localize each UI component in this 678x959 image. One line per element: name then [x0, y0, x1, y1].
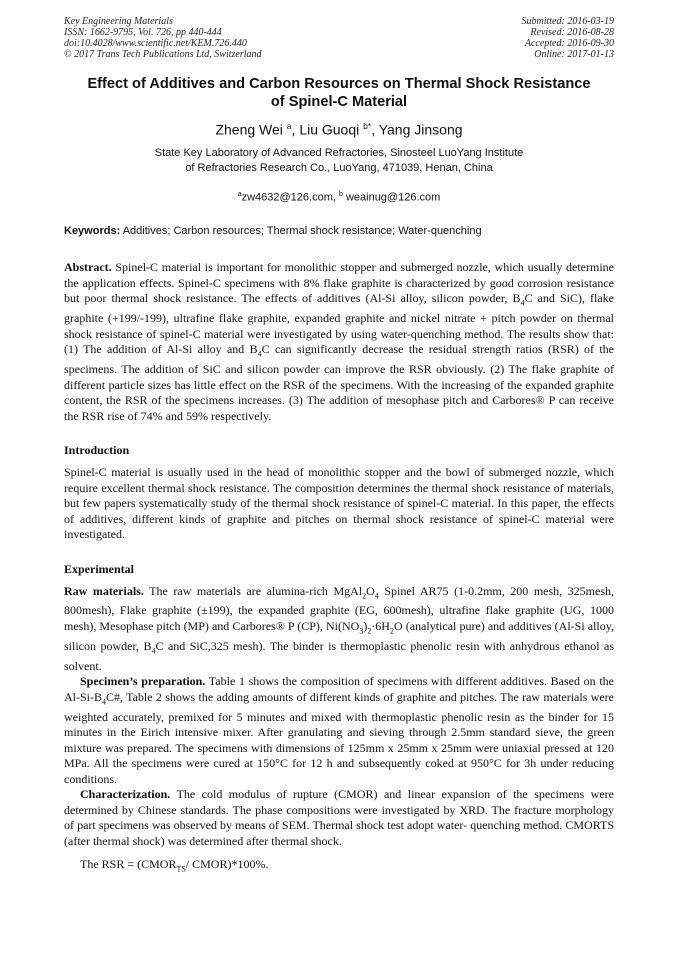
- raw-text-3: Spinel AR75 (1-0.2mm, 200 mesh, 325mesh, 800mesh), Flake graphite (±199), the expanded graphite (EG, 600mesh), ultrafine flake graphite (UG, 1000 mesh), Mesophase pitch (MP) and Carbores® P (CP), Ni(NO: [64, 583, 615, 633]
- journal-copyright: © 2017 Trans Tech Publications Ltd, Switzerland: [64, 49, 262, 60]
- author-2: Liu Guoqi: [299, 121, 360, 138]
- journal-name: Key Engineering Materials: [64, 16, 173, 27]
- abstract: [64, 260, 614, 424]
- raw-materials-paragraph: [64, 584, 614, 675]
- rsr-formula: [64, 857, 614, 876]
- abstract-sub-1: 4: [520, 298, 525, 308]
- introduction-text: Spinel-C material is usually used in the head of monolithic stopper and the bowl of submerged nozzle, which require excellent thermal shock resistance. The composition determines the thermal shock resistance of materials, but few papers systematically study of the thermal shock resistance of spinel-C material. In this paper, the effects of additives, different kinds of graphite and pitches on thermal shock resistance of spinel-C material were investigated.: [64, 465, 614, 542]
- date-accepted: Accepted: 2016-09-30: [524, 38, 614, 49]
- formula-sub: TS: [176, 864, 186, 874]
- raw-materials-label: Raw materials.: [64, 583, 144, 598]
- email-a-mark: a: [237, 190, 242, 198]
- author-emails: [64, 188, 614, 205]
- author-1: Zheng Wei: [215, 121, 283, 138]
- raw-sub-4: 2: [367, 626, 372, 636]
- raw-sub-2: 4: [374, 590, 379, 600]
- abstract-text-3: C can significantly decrease the residual strength ratios (RSR) of the specimens. The addition of SiC and silicon powder can improve the RSR obviously. (2) The flake graphite of different particle sizes has little effect on the RSR of the specimens. With the increasing of the expanded graphite content, the RSR of the specimens increases. (3) The addition of mesophase pitch and Carbores® P can receive the RSR rise of 74% and 59% respectively.: [64, 342, 614, 423]
- title-line-1: Effect of Additives and Carbon Resources on Thermal Shock Resistance: [87, 76, 591, 92]
- experimental-heading: Experimental: [64, 561, 134, 576]
- author-2-mark: b*: [363, 121, 372, 131]
- author-3: Yang Jinsong: [378, 121, 463, 138]
- abstract-label: Abstract.: [64, 260, 112, 275]
- spec-text-1: Table 1 shows the composition of specimens with different additives. Based on the Al-Si-B: [64, 674, 614, 704]
- title-line-2: of Spinel-C Material: [270, 94, 408, 110]
- journal-info: [64, 16, 262, 60]
- formula-text-1: The RSR = (CMOR: [80, 857, 177, 872]
- email-b-mark: b: [338, 190, 343, 198]
- keywords-text: Additives; Carbon resources; Thermal shock resistance; Water-quenching: [122, 225, 482, 238]
- raw-text-5: ·6H: [371, 618, 390, 633]
- raw-text-6: O (analytical pure) and additives (Al-Si alloy, silicon powder, B: [64, 618, 614, 653]
- paper-title: [64, 75, 614, 111]
- spec-text-2: C#, Table 2 shows the adding amounts of different kinds of graphite and pitches. The raw materials were weighted accurately, premixed for 5 minutes and mixed with thermoplastic phenolic resin as the binder for 15 minutes in the Eirich intensive mixer. After granulating and sieving through 2.5mm standard sieve, the green mixture was prepared. The specimens with dimensions of 125mm x 25mm x 25mm were uniaxial pressed at 120 MPa. All the specimens were cured at 150°C for 12 h and subsequently coked at 950°C for 3h under reducing conditions.: [64, 689, 614, 786]
- formula-text-2: / CMOR)*100%.: [185, 857, 269, 872]
- email-a: zw4632@126.com,: [241, 191, 336, 204]
- journal-issn: ISSN: 1662-9795, Vol. 726, pp 440-444: [64, 27, 222, 38]
- specimen-preparation-paragraph: [64, 674, 614, 787]
- raw-sub-3: 3: [359, 626, 364, 636]
- date-submitted: Submitted: 2016-03-19: [521, 16, 614, 27]
- raw-text-7: C and SiC,325 mesh). The binder is thermoplastic phenolic resin with anhydrous ethanol as solvent.: [64, 638, 615, 673]
- date-revised: Revised: 2016-08-28: [530, 27, 614, 38]
- raw-sub-1: 2: [362, 590, 367, 600]
- date-online: Online: 2017-01-13: [534, 49, 614, 60]
- abstract-text-1: Spinel-C material is important for monolithic stopper and submerged nozzle, which usually determine the application effects. Spinel-C specimens with 8% flake graphite is characterized by good corrosion resistance but poor thermal shock resistance. The effects of additives (Al-Si alloy, silicon powder, B: [64, 260, 614, 306]
- author-1-mark: a: [286, 121, 292, 131]
- email-b: weainug@126.com: [345, 191, 441, 204]
- journal-header: [64, 16, 614, 60]
- char-text: The cold modulus of rupture (CMOR) and linear expansion of the specimens were determined by Chinese standards. The phase compositions were investigated by XRD. The fracture morphology of part specimens was observed by means of SEM. Thermal shock test adopt water- quenching method. CMORTS (after thermal shock) was determined after thermal shock.: [64, 787, 614, 848]
- affiliation-line-1: State Key Laboratory of Advanced Refractories, Sinosteel LuoYang Institute: [154, 146, 524, 159]
- raw-text-2: O: [366, 583, 375, 598]
- specimen-preparation-label: Specimen’s preparation.: [80, 674, 206, 689]
- characterization-paragraph: [64, 787, 614, 849]
- abstract-sub-2: 4: [257, 349, 262, 359]
- introduction-heading: Introduction: [64, 443, 130, 458]
- publication-dates: [522, 16, 615, 60]
- raw-sub-6: 4: [151, 646, 156, 656]
- abstract-text-2: C and SiC), flake graphite (+199/-199), ultrafine flake graphite, expanded graphite and nickel nitrate + pitch powder on thermal shock resistance of spinel-C material were investigated by using water-quenching method. The results show that: (1) The addition of Al-Si alloy and B: [64, 291, 615, 357]
- journal-doi: doi:10.4028/www.scientific.net/KEM.726.440: [64, 38, 247, 49]
- author-list: Zheng Wei $^a$, Liu Guoqi $^{b*}$, Yang Jinsong: [215, 121, 463, 138]
- keywords-label: Keywords:: [64, 225, 121, 238]
- affiliation: [64, 146, 614, 176]
- spec-sub: 4: [102, 697, 107, 707]
- keywords: [64, 224, 614, 238]
- raw-text-4: ): [363, 618, 368, 633]
- affiliation-line-2: of Refractories Research Co., LuoYang, 471039, Henan, China: [185, 161, 493, 174]
- characterization-label: Characterization.: [80, 787, 171, 802]
- raw-text-1: The raw materials are alumina-rich MgAl: [149, 583, 363, 598]
- raw-sub-5: 2: [389, 626, 394, 636]
